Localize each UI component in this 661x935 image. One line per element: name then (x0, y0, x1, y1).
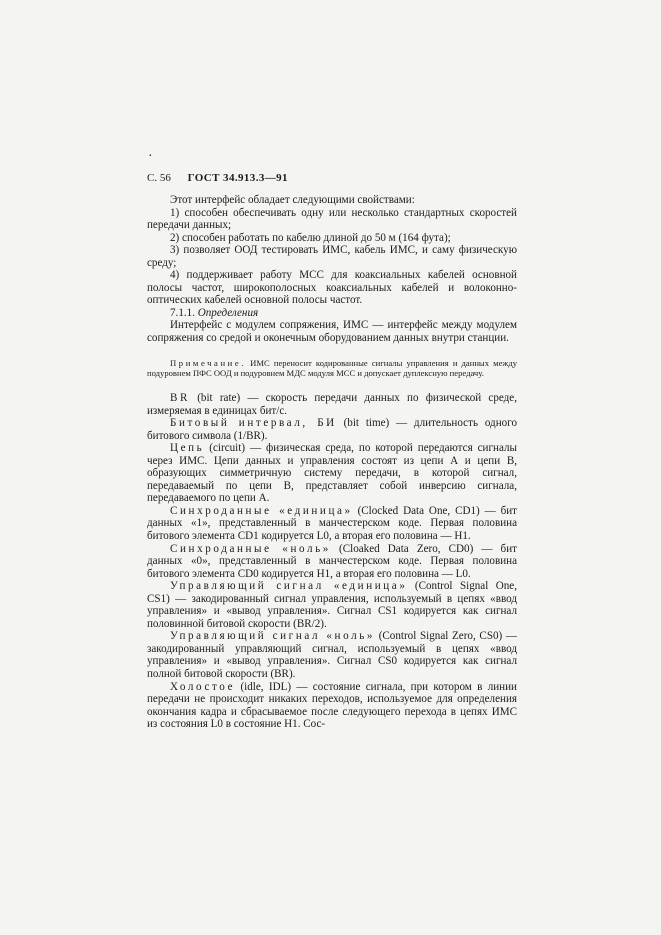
page-mark: · (148, 149, 153, 164)
note-label: Примечание. (170, 357, 247, 368)
definition-text: (bit rate) — скорость передачи данных по физической среде, измеряемая в единицах бит/с. (147, 391, 517, 417)
definition-text: (Control Signal Zero, CS0) — закодированный управляющий сигнал, используемый в цепях «ввод управления» и «вывод управления». Сигнал CS0 кодируется как сигнал полной битовой скорости (BR). (147, 630, 518, 680)
section-heading (147, 307, 517, 320)
property-item: 1) способен обеспечивать одну или несколько стандартных скоростей передачи данных; (147, 206, 517, 232)
page-number: С. 56 (147, 172, 171, 184)
definition-intro: Интерфейс с модулем сопряжения, ИМС — интерфейс между модулем сопряжения со средой и оконечным оборудованием данных внутри станции. (147, 319, 517, 345)
definition-term: Управляющий сигнал «ноль» (170, 630, 376, 643)
definition-cd0 (147, 543, 517, 581)
definition-bit-time (147, 417, 517, 442)
definition-term: BR (170, 391, 190, 404)
definition-text: (circuit) — физическая среда, по которой передаются сигналы через ИМС. Цепи данных и управления состоят из цепи А и цепи В, образующих симметричную систему передачи, в которой сигнал, передаваемый по цепи В, представляет собой инверсию сигнала, передаваемого по цепи А. (147, 442, 517, 505)
definition-cs0 (147, 630, 517, 680)
definition-term: Синхроданные «единица» (170, 504, 353, 517)
definition-text: (bit time) — длительность одного битового символа (1/BR). (147, 417, 517, 442)
definition-text: (idle, IDL) — состояние сигнала, при котором в линии передачи не происходит никаких переходов, используемое для определения окончания кадра и сбрасываемое после следующего перехода в цепях ИМС из состояния L0 в состояние H1. Сос- (147, 680, 517, 731)
property-item: 4) поддерживает работу МСС для коаксиальных кабелей основной полосы частот, широкополосных коаксиальных кабелей и волоконно-оптических кабелей основной полосы частот. (147, 269, 517, 307)
definition-cd1 (147, 505, 517, 543)
definition-text: (Cloaked Data Zero, CD0) — бит данных «0», представленный в манчестерском коде. Первая половина битового элемента CD0 кодируется H1, а вторая его половина — L0. (147, 542, 517, 580)
property-item: 2) способен работать по кабелю длиной до 50 м (164 фута); (170, 231, 451, 244)
definition-circuit (147, 442, 517, 505)
definition-term: Синхроданные «ноль» (170, 542, 331, 555)
note-paragraph (147, 358, 517, 378)
intro-paragraph: Этот интерфейс обладает следующими свойствами: (170, 194, 415, 206)
document-body (147, 194, 517, 731)
definition-term: Холостое (170, 680, 236, 693)
standard-designation: ГОСТ 34.913.3—91 (187, 172, 288, 184)
section-title: Определения (197, 306, 259, 319)
definition-cs1 (147, 580, 517, 630)
definition-idle (147, 681, 517, 731)
definition-term: Управляющий сигнал «единица» (170, 580, 408, 593)
definition-text: (Clocked Data One, CD1) — бит данных «1», представленный в манчестерском коде. Первая половина битового элемента CD1 кодируется L0, а вторая его половина — H1. (147, 504, 517, 542)
property-item: 3) позволяет ООД тестировать ИМС, кабель ИМС, и саму физическую среду; (147, 244, 517, 269)
section-number: 7.1.1. (170, 306, 195, 319)
page-header (147, 171, 288, 185)
definition-term: Цепь (170, 442, 205, 455)
definition-br (147, 392, 517, 417)
note-text: ИМС переносит кодированные сигналы управления и данных между подуровнем ПФС ООД и подуровнем МДС модуля МСС и допускает дуплексную передачу. (147, 357, 517, 378)
definition-text: (Control Signal One, CS1) — закодированный сигнал управления, используемый в цепях «ввод управления» и «вывод управления». Сигнал CS1 кодируется как сигнал половинной битовой скорости (BR/2). (147, 580, 517, 630)
definition-term: Битовый интервал, БИ (170, 417, 337, 430)
